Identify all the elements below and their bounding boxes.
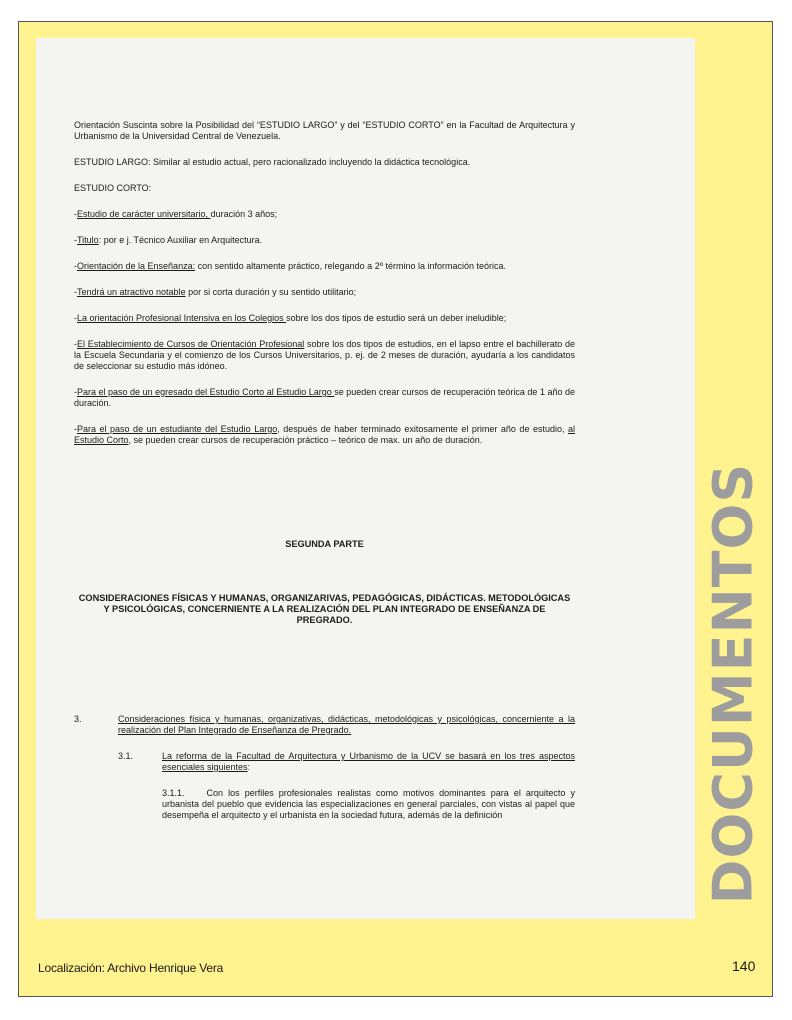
estudio-largo-paragraph: ESTUDIO LARGO: Similar al estudio actual, pero racionalizado incluyendo la didáctica tecnológica. [74, 157, 471, 167]
section-text: La reforma de la Facultad de Arquitectura y Urbanismo de la UCV se basará en los tres aspectos esenciales siguientes: [162, 751, 575, 772]
section-text: Consideraciones física y humanas, organizativas, didácticas, metodológicas y psicológicas, concerniente a la realización del Plan Integrado de Enseñanza de Pregrado. [118, 714, 575, 735]
estudio-corto-heading: ESTUDIO CORTO: [74, 183, 152, 193]
document-body [74, 82, 575, 821]
list-item: -La orientación Profesional Intensiva en los Colegios sobre los dos tipos de estudio será un deber ineludible; [74, 313, 507, 323]
list-item: -Para el paso de un estudiante del Estudio Largo, después de haber terminado exitosamente el primer año de estudio, al Estudio Corto, se pueden crear cursos de recuperación práctico – teórico de max. un año de duración. [74, 424, 576, 445]
section-3-1 [74, 751, 575, 773]
list-item: -Estudio de carácter universitario, duración 3 años; [74, 209, 278, 219]
part-title: SEGUNDA PARTE [285, 539, 364, 549]
list-item: -Orientación de la Enseñanza: con sentido altamente práctico, relegando a 2º término la información teórica. [74, 261, 507, 271]
list-item: -Para el paso de un egresado del Estudio Corto al Estudio Largo se pueden crear cursos de recuperación teórica de 1 año de duración. [74, 387, 575, 408]
section-3-1-1 [162, 788, 575, 821]
footer-location: Localización: Archivo Henrique Vera [38, 961, 224, 975]
page-number: 140 [732, 958, 756, 974]
section-number: 3. [74, 714, 82, 724]
list-item: -Tendrá un atractivo notable por si corta duración y su sentido utilitario; [74, 287, 357, 297]
section-number: 3.1. [118, 751, 134, 761]
section-text: Con los perfiles profesionales realistas como motivos dominantes para el arquitecto y urbanista del pueblo que evidencia las especializaciones en general parciales, con vistas al papel que desempeña el arquitecto y el urbanista en la sociedad futura, además de la definición [162, 788, 575, 820]
list-item: -Titulo: por e j. Técnico Auxiliar en Arquitectura. [74, 235, 263, 245]
part-subtitle: CONSIDERACIONES FÍSICAS Y HUMANAS, ORGANIZARIVAS, PEDAGÓGICAS, DIDÁCTICAS. METODOLÓGICAS Y PSICOLÓGICAS, CONCERNIENTE A LA REALIZACIÓN DEL PLAN INTEGRADO DE ENSEÑANZA DE PREGRADO. [78, 593, 571, 625]
intro-paragraph: Orientación Suscinta sobre la Posibilidad del “ESTUDIO LARGO” y del “ESTUDIO CORTO” en la Facultad de Arquitectura y Urbanismo de la Universidad Central de Venezuela. [74, 120, 575, 141]
section-number: 3.1.1. [162, 788, 185, 798]
section-3 [74, 714, 575, 736]
list-item: -El Establecimiento de Cursos de Orientación Profesional sobre los dos tipos de estudios, en el lapso entre el bachillerato de la Escuela Secundaria y el comienzo de los Cursos Universitarios, p. ej. de 2 meses de duración, ayudaría a los candidatos de seleccionar su estudio más idóneo. [74, 339, 575, 371]
documentos-side-label: DOCUMENTOS [701, 462, 765, 904]
